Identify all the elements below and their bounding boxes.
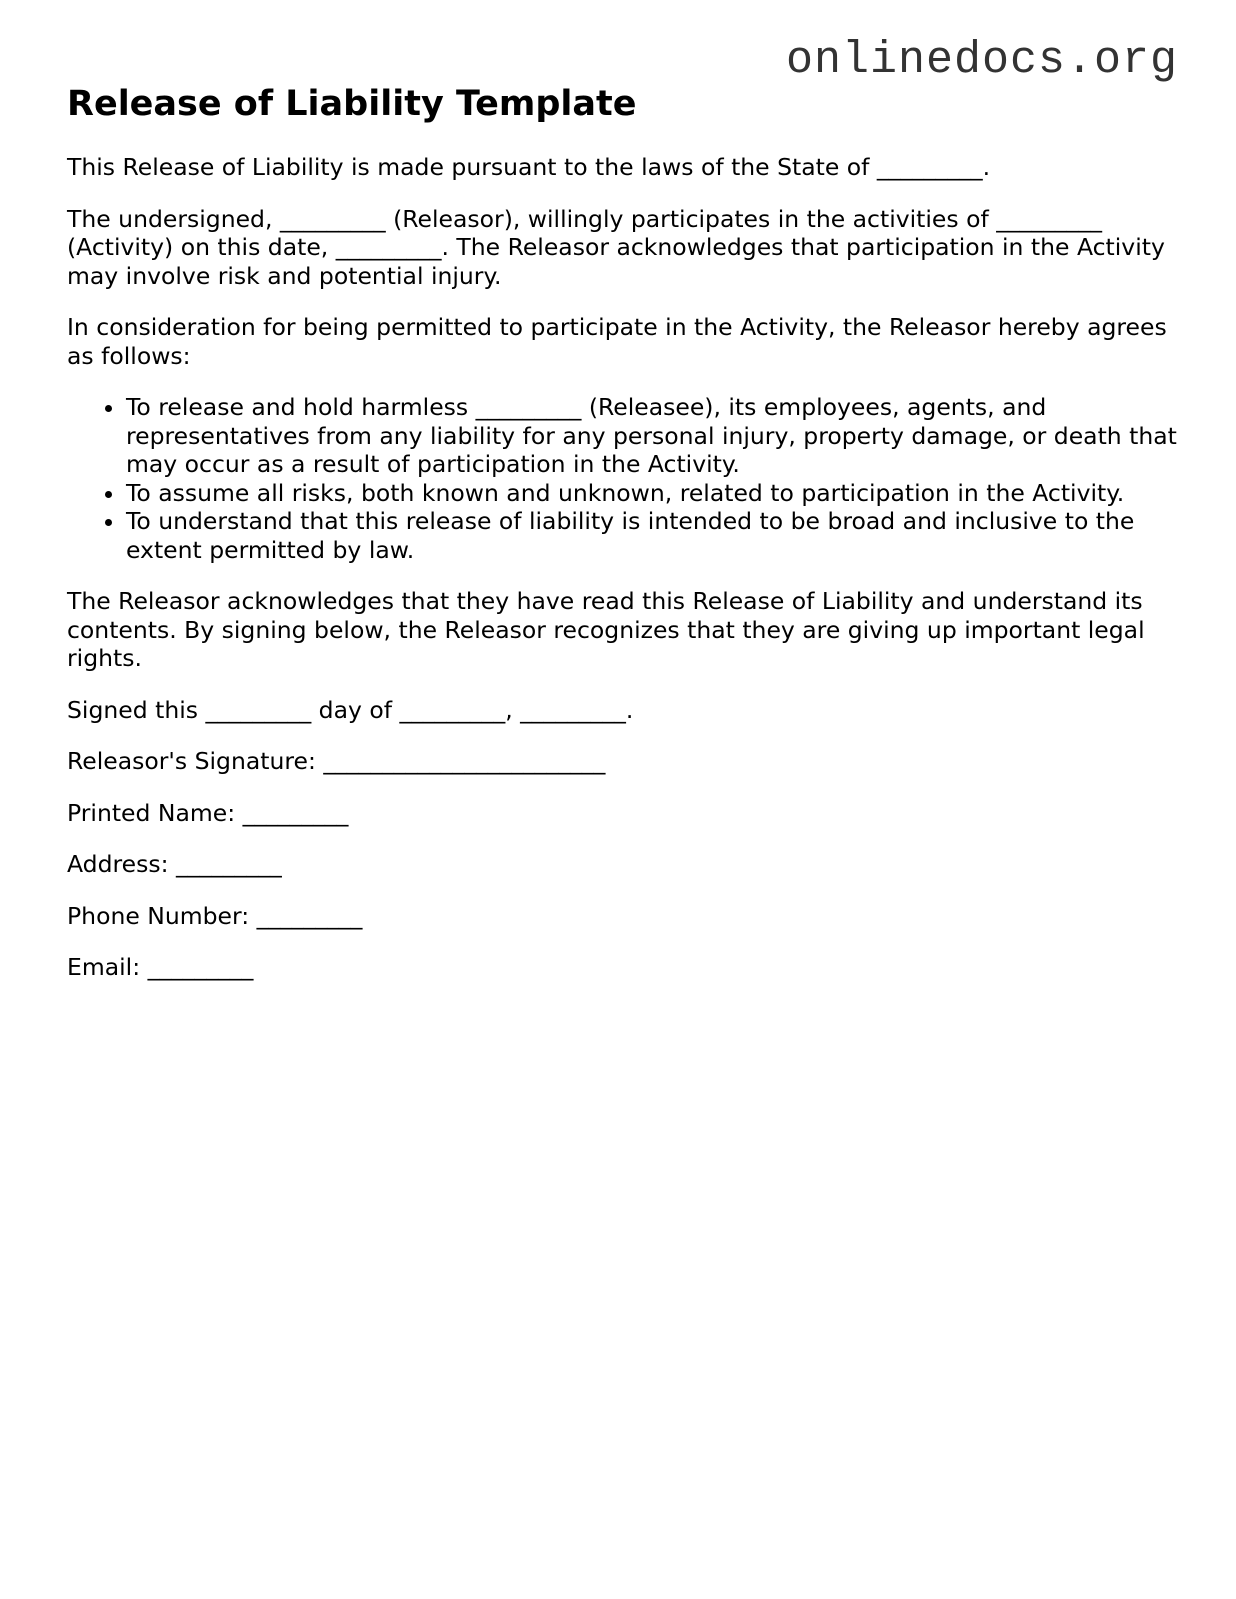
term-assume-risk-item: • To assume all risks, both known and unknown, related to participation in the Activity.: [126, 479, 1177, 508]
address-line: Address: _________: [67, 850, 282, 878]
releasor-signature-line: Releasor's Signature: ________________________: [67, 747, 606, 775]
email-line: Email: _________: [67, 953, 254, 981]
acknowledgement-paragraph: The Releasor acknowledges that they have read this Release of Liability and understand its contents. By signing below, the Releasor recognizes that they are giving up important legal rights.: [67, 587, 1145, 672]
printed-name-line: Printed Name: _________: [67, 798, 349, 827]
phone-number-line: Phone Number: _________: [67, 901, 363, 930]
document-body: [67, 153, 1177, 1005]
document-title: Release of Liability Template: [67, 84, 637, 124]
site-watermark: onlinedocs.org: [785, 35, 1178, 86]
terms-list: [67, 393, 1177, 564]
undersigned-paragraph: The undersigned, _________ (Releasor), willingly participates in the activities of _________ (Activity) on this date, _________. The Releasor acknowledges that participation in the Activity may involve risk and potential injury.: [67, 204, 1165, 290]
signed-date-line: Signed this _________ day of _________, _________.: [67, 695, 634, 724]
term-understand-item: • To understand that this release of liability is intended to be broad and inclusive to the extent permitted by law.: [126, 507, 1177, 564]
consideration-paragraph: In consideration for being permitted to participate in the Activity, the Releasor hereby agrees as follows:: [67, 313, 1167, 370]
intro-paragraph: This Release of Liability is made pursuant to the laws of the State of _________.: [67, 153, 991, 181]
term-release-item: • To release and hold harmless _________ (Releasee), its employees, agents, and representatives from any liability for any personal injury, property damage, or death that may occur as a result of participation in the Activity.: [126, 393, 1177, 479]
